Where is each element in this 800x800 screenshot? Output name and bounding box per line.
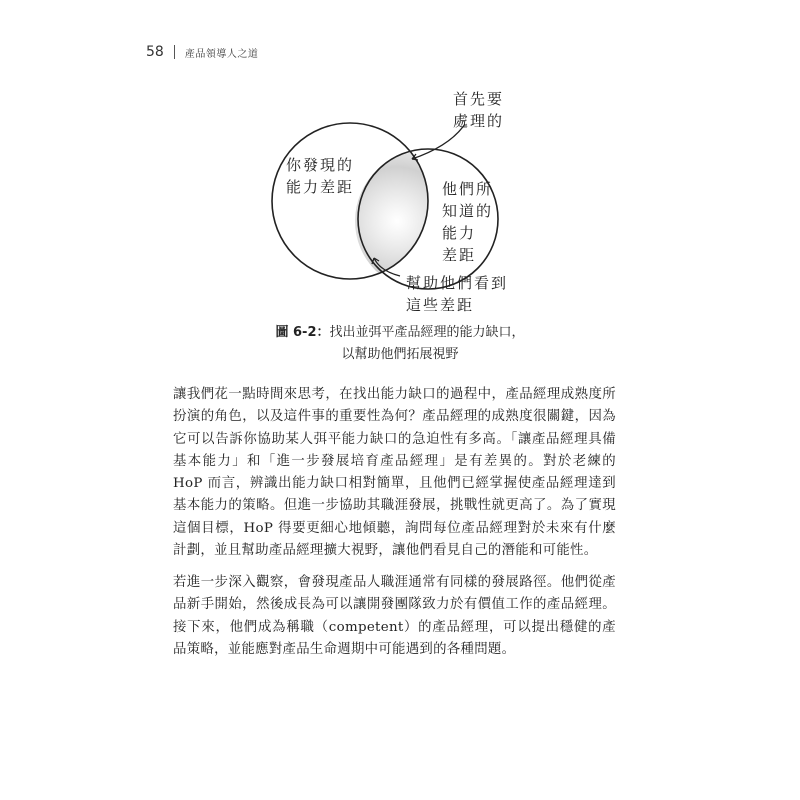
label-line: 你發現的	[286, 156, 355, 174]
label-line: 能力差距	[286, 178, 355, 196]
label-line: 差距	[442, 246, 477, 264]
label-help-them-see	[406, 272, 508, 316]
label-gaps-they-know	[442, 178, 493, 266]
figure-caption	[0, 322, 800, 366]
paragraph-1	[173, 384, 616, 562]
paragraph-text: 讓我們花一點時間來思考，在找出能力缺口的過程中，產品經理成熟度所扮演的角色，以及這件事的重要性為何？產品經理的成熟度很關鍵，因為它可以告訴你協助某人弭平能力缺口的急迫性有多高。「讓產品經理具備基本能力」和「進一步發展培育產品經理」是有差異的。對於老練的 HoP 而言，辨識出能力缺口相對簡單，且他們已經掌握使產品經理達到基本能力的策略。但進一步協助其職涯發展，挑戰性就更高了。為了實現這個目標，HoP 得要更細心地傾聽，詢問每位產品經理對於未來有什麼計劃，並且幫助產品經理擴大視野，讓他們看見自己的潛能和可能性。	[173, 387, 616, 559]
label-line: 知道的	[442, 202, 494, 220]
label-line: 這些差距	[406, 296, 475, 314]
book-title: 產品領導人之道	[184, 48, 259, 60]
label-gaps-you-found	[286, 154, 354, 198]
label-line: 能力	[442, 224, 477, 242]
paragraph-text: 若進一步深入觀察，會發現產品人職涯通常有同樣的發展路徑。他們從產品新手開始，然後成長為可以讓開發團隊致力於有價值工作的產品經理。接下來，他們成為稱職（competent）的產品經理，可以提出穩健的產品策略，並能應對產品生命週期中可能遇到的各種問題。	[173, 575, 616, 657]
label-line: 首先要	[453, 90, 505, 108]
header-divider	[174, 45, 175, 59]
page-number: 58	[146, 44, 164, 60]
venn-diagram-figure	[270, 86, 510, 316]
label-address-first	[453, 88, 504, 132]
caption-line-2: 以幫助他們拓展視野	[341, 347, 459, 362]
paragraph-2	[173, 572, 616, 661]
caption-text-1: 找出並弭平產品經理的能力缺口，	[329, 325, 525, 340]
label-line: 幫助他們看到	[406, 274, 509, 292]
running-header	[146, 44, 258, 60]
label-line: 他們所	[442, 180, 494, 198]
caption-number: 圖 6-2：	[275, 325, 330, 340]
caption-line-1	[0, 322, 800, 344]
label-line: 處理的	[453, 112, 505, 130]
